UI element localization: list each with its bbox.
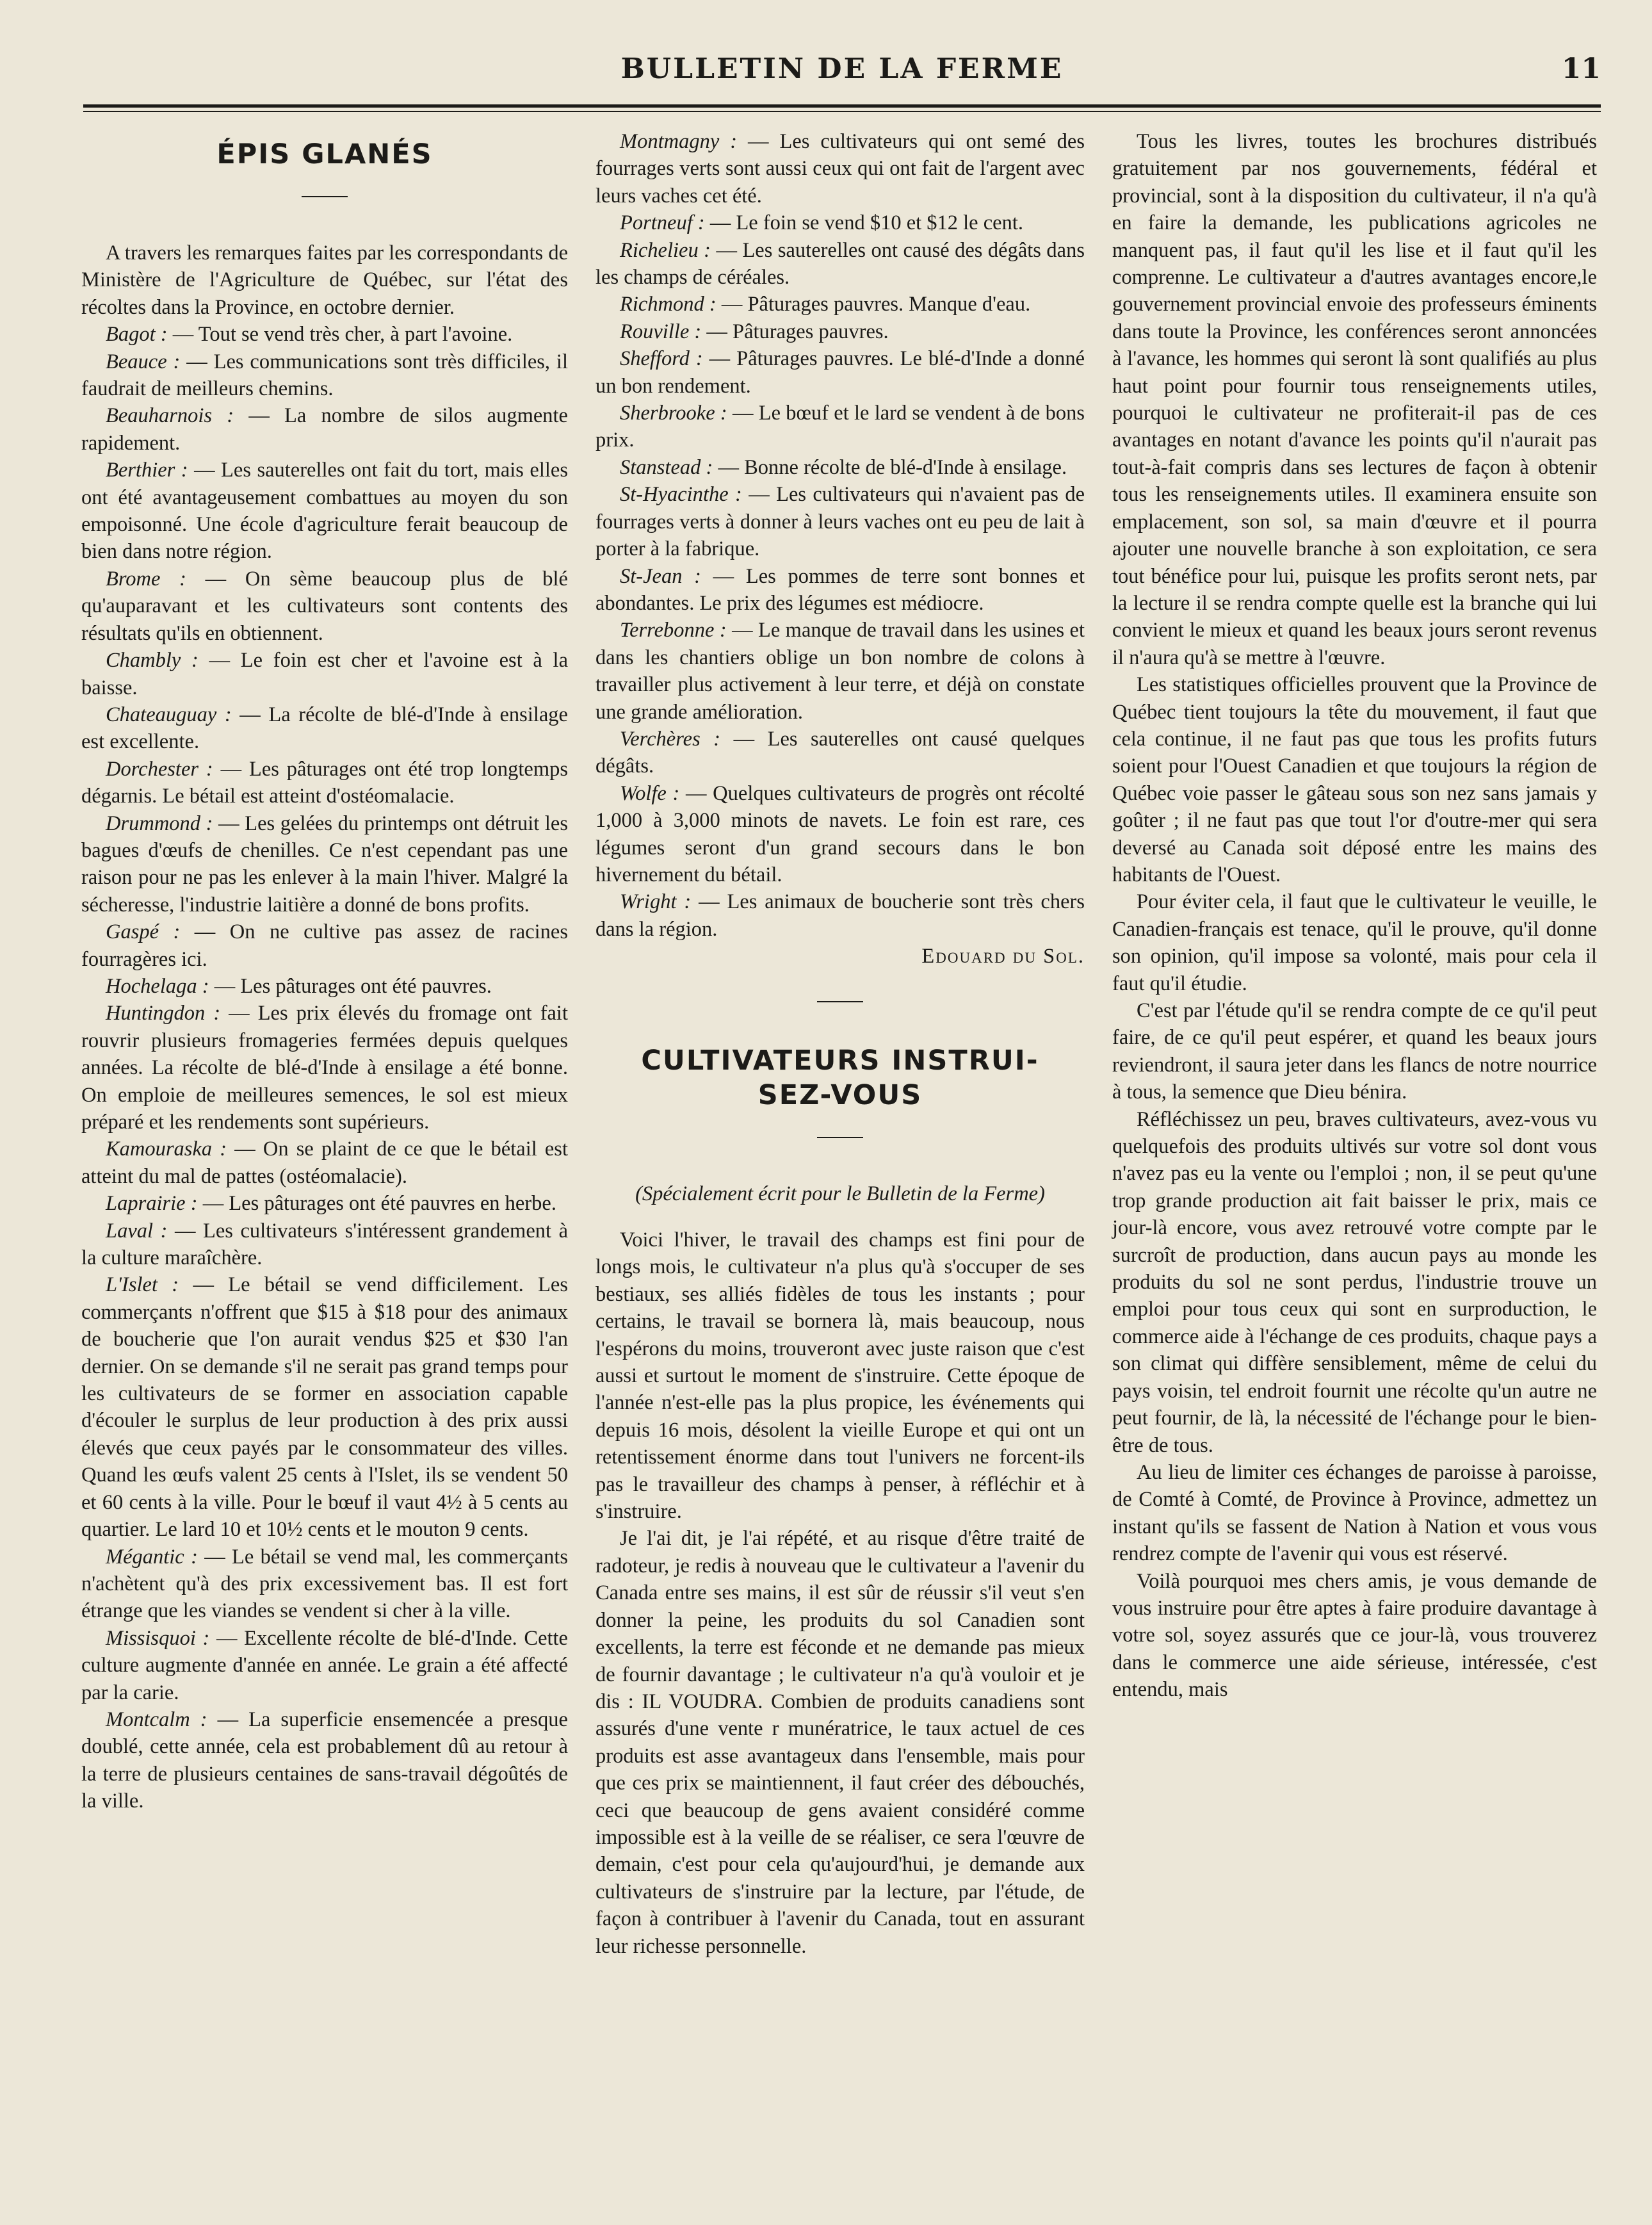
report-paragraph (81, 566, 568, 647)
report-paragraph (595, 345, 1085, 400)
report-place: Hochelaga : (106, 974, 209, 998)
page-number: 11 (1561, 53, 1601, 85)
article-title-line-2: SEZ-VOUS (757, 1079, 923, 1111)
report-place: Drummond : (106, 811, 213, 835)
report-paragraph (81, 1625, 568, 1706)
report-place: Gaspé : (106, 920, 181, 944)
report-text: — Les sauterelles ont causé des dégâts dans les champs de céréales. (595, 238, 1085, 289)
report-paragraph (595, 454, 1085, 481)
report-text: — Les cultivateurs qui ont semé des fourrages verts sont aussi ceux qui ont fait de l'argent avec leurs vaches cet été. (595, 130, 1085, 208)
report-place: Laval : (106, 1219, 168, 1243)
report-text: — Les animaux de boucherie sont très chers dans la région. (595, 890, 1085, 941)
report-text: — Bonne récolte de blé-d'Inde à ensilage. (713, 455, 1067, 479)
report-paragraph (81, 1218, 568, 1272)
body-paragraph: Je l'ai dit, je l'ai répété, et au risque d'être traité de radoteur, je redis à nouveau que le cultivateur a l'avenir du Canada entre ses mains, il est sûr de réussir s'il veut s'en donner la peine, les produits du sol Canadien sont excellents, la terre est féconde et ne demande pas mieux de fournir davantage ; le cultivateur n'a qu'à vouloir et je dis : IL VOUDRA. Combien de produits canadiens sont assurés d'une vente r munératrice, le taux actuel de ces produits est asse avantageux dans l'ensemble, mais pour que ces prix se maintiennent, il faut créer des débouchés, ceci que beaucoup de gens avaient considéré comme impossible est à la veille de se réaliser, ce sera l'œuvre de demain, c'est pour cela qu'aujourd'hui, je demande aux cultivateurs de s'instruire par la lecture, par l'étude, de façon à contribuer à l'avenir du Canada, tout en assurant leur richesse personnelle. (595, 1527, 1085, 1958)
report-text: — Les gelées du printemps ont détruit les bagues d'œufs de chenilles. Ce n'est cependant pas une raison pour ne pas les enlever à la main l'hiver. Malgré la sécheresse, l'industrie laitière a donné de bons profits. (81, 811, 568, 917)
report-text: — Tout se vend très cher, à part l'avoine. (167, 323, 513, 346)
report-place: Richmond : (620, 293, 717, 316)
report-place: Kamouraska : (106, 1137, 227, 1161)
report-place: Dorchester : (106, 757, 213, 781)
header-rule-thin (83, 111, 1601, 112)
report-place: Wright : (620, 890, 692, 914)
report-text: — Les sauterelles ont causé quelques dégâts. (595, 727, 1085, 778)
report-place: L'Islet : (106, 1273, 179, 1297)
report-text: — Les pommes de terre sont bonnes et abondantes. Le prix des légumes est médiocre. (595, 564, 1085, 615)
report-paragraph (595, 726, 1085, 780)
column-1 (81, 128, 568, 1815)
body-paragraph: Réfléchissez un peu, braves cultivateurs, avez-vous vu quelquefois des produits ultivés sur votre sol dont vous n'avez pas eu la vente ou l'emploi ; non, il se peut qu'une trop grande production ait fait baisser le prix, mais ce jour-là encore, vous avez retrouvé votre compte par le surcroît de production, dans aucun pays au monde les produits du sol ne sont perdus, l'industrie trouve un emploi pour tous ceux qui sont en surproduction, le commerce aide à l'échange de ces produits, chaque pays a son climat qui diffère sensiblement, même de celui du pays voisin, tel endroit fournit une récolte qu'un autre ne peut fournir, de là, la nécessité de l'échange pour le bien-être de tous. (1112, 1107, 1597, 1457)
report-paragraph (81, 701, 568, 756)
report-text: — Les cultivateurs s'intéressent grandement à la culture maraîchère. (81, 1219, 569, 1270)
report-place: Beauce : (106, 350, 181, 373)
report-text: — Les pâturages ont été pauvres. (209, 974, 492, 998)
body-paragraph: Voici l'hiver, le travail des champs est fini pour de longs mois, le cultivateur n'a plus qu'à s'occuper de ses bestiaux, ses alliés fidèles de tous les instants ; pour certains, le travail se bornera là, mais beaucoup, nous l'espérons du moins, trouveront avec juste raison que c'est aussi et surtout le moment de s'instruire. Cette époque de l'année n'est-elle pas la plus propice, les événements qui depuis 16 mois, désolent la vieille Europe et qui ont un retentissement énorme dans tout l'univers ne forcent-ils pas le travailleur des champs à penser, à réfléchir et à s'instruire. (595, 1228, 1085, 1524)
article-title-line-1: CULTIVATEURS INSTRUI- (641, 1044, 1039, 1077)
report-paragraph (81, 810, 568, 919)
report-paragraph (81, 973, 568, 1000)
report-paragraph (595, 481, 1085, 562)
report-place: Berthier : (106, 459, 188, 482)
report-place: Terrebonne : (620, 619, 727, 642)
report-paragraph (81, 457, 568, 566)
report-text: — Les cultivateurs qui n'avaient pas de fourrages verts à donner à leurs vaches ont eu peu de lait à porter à la fabrique. (595, 483, 1085, 561)
report-paragraph (595, 563, 1085, 617)
report-text: — Les communications sont très difficiles, il faudrait de meilleurs chemins. (81, 350, 568, 401)
report-text: — Pâturages pauvres. Manque d'eau. (716, 293, 1031, 316)
report-paragraph (595, 617, 1085, 726)
report-text: — Les sauterelles ont fait du tort, mais elles ont été avantageusement combattues au moyen du son empoisonné. Une école d'agriculture ferait beaucoup de bien dans notre région. (81, 459, 568, 564)
publication-title: BULLETIN DE LA FERME (620, 53, 1064, 85)
body-paragraph: Les statistiques officielles prouvent que la Province de Québec tient toujours la tête du mouvement, il faut que cela continue, il ne faut pas que tous les profits futurs soient pour l'Ouest Canadien et que toujours la région de Québec voie passer le gâteau sous son nez sans jamais y goûter ; il ne faut pas que tout l'or d'outre-mer qui sera deversé au Canada soit déposé entre les mains des habitants de l'Ouest. (1112, 673, 1597, 886)
report-paragraph (595, 888, 1085, 943)
report-place: Wolfe : (620, 781, 680, 805)
report-paragraph (595, 128, 1085, 209)
report-paragraph (595, 209, 1085, 236)
report-place: Chateauguay : (106, 703, 232, 726)
report-text: — On se plaint de ce que le bétail est atteint du mal de pattes (ostéomalacie). (81, 1137, 568, 1188)
report-paragraph (81, 756, 568, 810)
report-text: — Quelques cultivateurs de progrès ont récolté 1,000 à 3,000 minots de navets. Le foin est rare, ces légumes seront d'un grand secours dans le bon hivernement du bétail. (595, 781, 1085, 886)
report-paragraph (595, 780, 1085, 889)
report-place: St-Hyacinthe : (620, 483, 742, 507)
article-subtitle: (Spécialement écrit pour le Bulletin de la Ferme) (635, 1182, 1045, 1205)
report-text: — Les prix élevés du fromage ont fait rouvrir plusieurs fromageries fermées depuis quelques années. La récolte de blé-d'Inde à ensilage a été bonne. On emploie de meilleures semences, le sol est mieux préparé et les rendements sont supérieurs. (81, 1002, 568, 1134)
report-paragraph (81, 1706, 568, 1815)
report-text: — Pâturages pauvres. Le blé-d'Inde a donné un bon rendement. (595, 347, 1085, 398)
report-place: Chambly : (106, 649, 198, 672)
report-paragraph (81, 1544, 568, 1625)
report-paragraph (81, 1271, 568, 1543)
report-text: — Excellente récolte de blé-d'Inde. Cette culture augmente d'année en année. Le grain a été affecté par la carie. (81, 1626, 568, 1704)
report-paragraph (595, 318, 1085, 345)
author-signature: Edouard du Sol. (921, 945, 1085, 968)
report-place: Richelieu : (620, 238, 711, 262)
report-paragraph (595, 400, 1085, 454)
report-text: — Le manque de travail dans les usines et dans les chantiers oblige un bon nombre de colons à travailler plus activement à leur terre, et déjà on constate une grande amélioration. (595, 619, 1085, 724)
title-rule (817, 1137, 863, 1138)
report-text: — Pâturages pauvres. (701, 320, 889, 343)
body-paragraph: Au lieu de limiter ces échanges de paroisse à paroisse, de Comté à Comté, de Province à Province, admettez un instant qu'ils se fassent de Nation à Nation et vous vous rendrez compte de l'avenir qui vous est réservé. (1112, 1460, 1597, 1566)
report-text: — On sème beaucoup plus de blé qu'auparavant et les cultivateurs sont contents des résultats qu'ils en obtiennent. (81, 567, 568, 645)
report-text: — On ne cultive pas assez de racines fourragères ici. (81, 920, 568, 971)
report-place: Beauharnois : (106, 404, 234, 428)
article-intro: A travers les remarques faites par les correspondants de Ministère de l'Agriculture de Québec, sur l'état des récoltes dans la Province, en octobre dernier. (81, 241, 568, 319)
title-rule (302, 196, 348, 197)
report-place: St-Jean : (620, 564, 701, 588)
report-place: Laprairie : (106, 1192, 198, 1216)
report-place: Brome : (106, 567, 186, 591)
report-paragraph (81, 1136, 568, 1190)
report-text: — Le bétail se vend mal, les commerçants n'achètent qu'à des prix excessivement bas. Il est fort étrange que les viandes se vendent si cher à la ville. (81, 1545, 568, 1623)
report-paragraph (81, 918, 568, 973)
report-text: — Le foin se vend $10 et $12 le cent. (704, 211, 1023, 235)
report-place: Huntingdon : (106, 1002, 221, 1025)
report-place: Rouville : (620, 320, 702, 343)
report-paragraph (595, 291, 1085, 318)
report-paragraph (595, 237, 1085, 291)
report-place: Mégantic : (106, 1545, 198, 1569)
report-text: — Le bétail se vend difficilement. Les commerçants n'offrent que $15 à $18 pour des animaux de boucherie que l'on aurait vendus $25 et $30 l'an dernier. On se demande s'il ne serait pas grand temps pour les cultivateurs de se former en association capable d'écouler le surplus de leur production à des prix aussi élevés que ceux payés par le consommateur des villes. Quand les œufs valent 25 cents à l'Islet, ils se vendent 50 et 60 cents à la ville. Pour le bœuf il vaut 4½ à 5 cents au quartier. Le lard 10 et 10½ cents et le mouton 9 cents. (81, 1273, 568, 1542)
column-2 (595, 128, 1085, 1960)
report-text: — Les pâturages ont été pauvres en herbe. (197, 1192, 556, 1216)
body-paragraph: Pour éviter cela, il faut que le cultivateur le veuille, le Canadien-français est tenace, qu'il le prouve, qu'il donne son opinion, qu'il impose sa volonté, mais pour cela il faut qu'il étudie. (1112, 890, 1597, 995)
report-place: Missisquoi : (106, 1626, 210, 1650)
report-text: — Le bœuf et le lard se vendent à de bons prix. (595, 402, 1085, 452)
report-paragraph (81, 321, 568, 348)
article-separator (817, 1001, 863, 1002)
report-place: Sherbrooke : (620, 402, 727, 425)
report-text: — Les pâturages ont été trop longtemps dégarnis. Le bétail est atteint d'ostéomalacie. (81, 757, 568, 808)
body-paragraph: C'est par l'étude qu'il se rendra compte de ce qu'il peut faire, de ce qu'il peut espérer, et quand les beaux jours reviendront, il saura jeter dans les flancs de notre nourrice à tous, la semence que Dieu bénira. (1112, 999, 1597, 1104)
body-paragraph: Tous les livres, toutes les brochures distribués gratuitement par nos gouvernements, fédéral et provincial, sont à la disposition du cultivateur, il n'a qu'à en faire la demande, les publications agricoles ne manquent pas, il faut qu'il les lise et il faut qu'il les comprenne. Le cultivateur a d'autres avantages encore,le gouvernement provincial envoie des professeurs éminents dans toute la Province, les conférences seront annoncées à l'avance, les hommes qui seront là sont qualifiés au plus haut point pour fournir tous renseignements utiles, pourquoi le cultivateur ne profiterait-il pas de ces avantages en notant d'avance les points qu'il n'aurait pas tout-à-fait compris dans ses lectures de façon à obtenir tous les renseignements utiles. Il examinera ensuite son emplacement, son sol, sa main d'œuvre et il pourra ajouter une nouvelle branche à son exploitation, ce sera tout bénéfice pour lui, puisque les profits seront nets, par la lecture il se rendra compte quelle est la branche qui lui convient le mieux et quand les beaux jours seront revenus il n'aura qu'à se mettre à l'œuvre. (1112, 130, 1597, 669)
report-place: Montmagny : (620, 130, 738, 153)
report-place: Shefford : (620, 347, 703, 371)
report-place: Verchères : (620, 727, 721, 751)
report-place: Portneuf : (620, 211, 705, 235)
report-paragraph (81, 1190, 568, 1217)
report-place: Montcalm : (106, 1707, 207, 1731)
report-paragraph (81, 647, 568, 701)
column-3 (1112, 128, 1597, 1704)
report-text: — Le foin est cher et l'avoine est à la baisse. (81, 649, 568, 699)
report-text: — La nombre de silos augmente rapidement. (81, 404, 568, 455)
header-rule (83, 104, 1601, 108)
report-paragraph (81, 1000, 568, 1136)
article-title: ÉPIS GLANÉS (216, 138, 433, 170)
report-paragraph (81, 348, 568, 403)
body-paragraph: Voilà pourquoi mes chers amis, je vous demande de vous instruire pour être aptes à faire produire davantage à votre sol, soyez assurés que ce jour-là, vous trouverez dans le commerce une aide sérieuse, intéressée, c'est entendu, mais (1112, 1569, 1597, 1702)
report-place: Bagot : (106, 323, 168, 346)
report-text: — La récolte de blé-d'Inde à ensilage est excellente. (81, 703, 568, 754)
running-header (83, 46, 1601, 97)
report-text: — La superficie ensemencée a presque doublé, cette année, cela est probablement dû au retour à la terre de plusieurs centaines de sans-travail dégoûtés de la ville. (81, 1707, 568, 1813)
report-paragraph (81, 402, 568, 457)
report-place: Stanstead : (620, 455, 713, 479)
